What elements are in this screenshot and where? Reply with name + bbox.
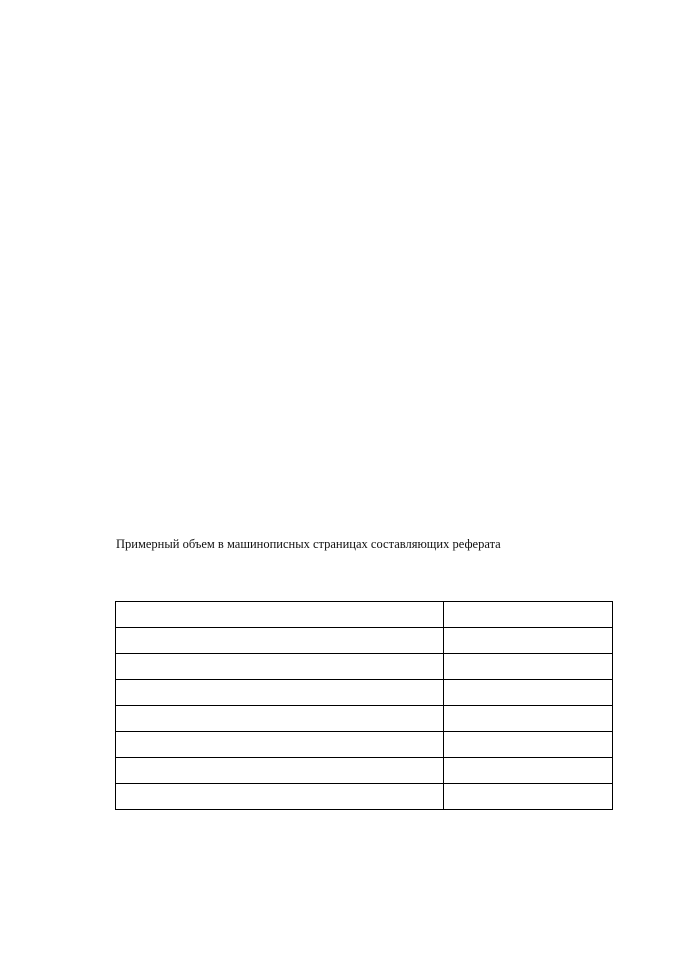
table-row xyxy=(116,628,613,654)
pages-cell xyxy=(443,628,612,654)
table-row xyxy=(116,732,613,758)
table-row xyxy=(116,602,613,628)
pages-cell xyxy=(443,680,612,706)
section-cell xyxy=(116,680,444,706)
section-cell xyxy=(116,758,444,784)
pages-cell xyxy=(443,732,612,758)
pages-cell xyxy=(443,784,612,810)
section-cell xyxy=(116,732,444,758)
pages-cell xyxy=(443,602,612,628)
table-row xyxy=(116,680,613,706)
table-row xyxy=(116,654,613,680)
section-cell xyxy=(116,654,444,680)
table-caption: Примерный объем в машинописных страницах составляющих реферата xyxy=(116,537,501,551)
pages-cell xyxy=(443,706,612,732)
pages-cell xyxy=(443,758,612,784)
pages-cell xyxy=(443,654,612,680)
section-cell xyxy=(116,706,444,732)
section-cell xyxy=(116,628,444,654)
section-cell xyxy=(116,784,444,810)
volume-table xyxy=(115,601,613,810)
table-row xyxy=(116,706,613,732)
volume-table-body xyxy=(116,602,613,810)
table-row xyxy=(116,758,613,784)
section-cell xyxy=(116,602,444,628)
table-row xyxy=(116,784,613,810)
